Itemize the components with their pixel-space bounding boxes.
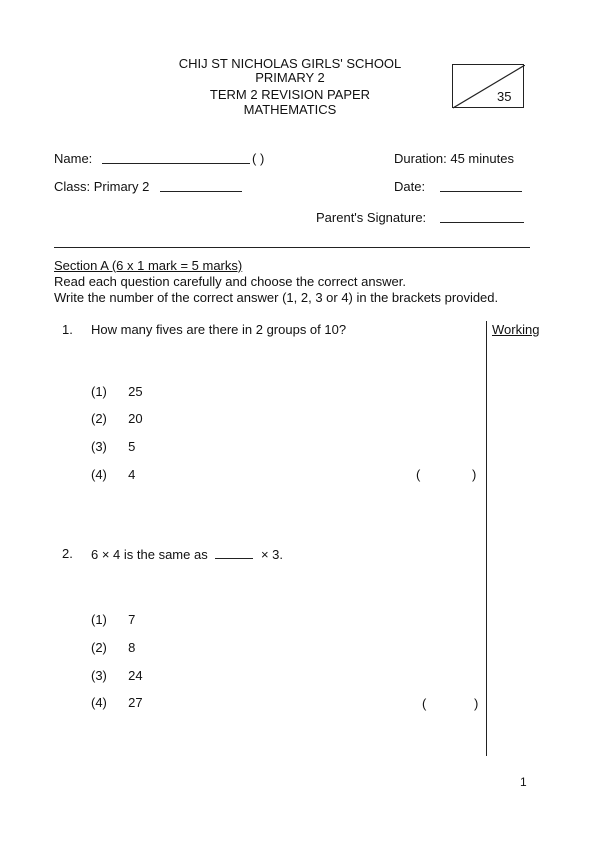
- q2-option-3[interactable]: [91, 668, 143, 683]
- q1-option-2[interactable]: [91, 411, 143, 426]
- class-label: Class: Primary 2: [54, 179, 150, 194]
- option-number: (4): [91, 695, 107, 710]
- register-number-bracket: ( ): [252, 151, 265, 166]
- instruction-2: Write the number of the correct answer (1, 2, 3 or 4) in the brackets provided.: [54, 290, 499, 305]
- option-value: 20: [128, 411, 143, 426]
- q1-answer-field[interactable]: [430, 464, 468, 482]
- school-name: CHIJ ST NICHOLAS GIRLS' SCHOOL: [178, 56, 402, 71]
- option-value: 8: [128, 640, 136, 655]
- option-value: 25: [128, 384, 143, 399]
- question-2-number: 2.: [62, 546, 73, 561]
- question-1-text: How many fives are there in 2 groups of 10?: [91, 322, 347, 337]
- name-field[interactable]: [102, 151, 250, 167]
- score-box-diagonal: [453, 65, 525, 109]
- q2-option-4[interactable]: [91, 695, 143, 710]
- q2-option-2[interactable]: [91, 640, 135, 655]
- class-field[interactable]: [160, 179, 242, 195]
- option-number: (1): [91, 612, 107, 627]
- q2-option-1[interactable]: [91, 612, 135, 627]
- level: PRIMARY 2: [255, 70, 325, 85]
- q2-answer-field[interactable]: [434, 693, 470, 711]
- question-2-blank: [215, 546, 253, 559]
- instruction-1: Read each question carefully and choose the correct answer.: [54, 274, 406, 289]
- question-2-text: [91, 546, 283, 562]
- header-divider: [54, 247, 530, 248]
- date-label: Date:: [394, 179, 426, 194]
- q1-answer-bracket-close: ): [472, 467, 477, 482]
- name-label: Name:: [54, 151, 93, 166]
- q2-answer-bracket-open: (: [422, 696, 427, 711]
- option-value: 27: [128, 695, 143, 710]
- score-box: [452, 64, 524, 108]
- option-number: (4): [91, 467, 107, 482]
- page-number: 1: [520, 775, 527, 789]
- question-2-text-before: 6 × 4 is the same as: [91, 547, 208, 562]
- duration: Duration: 45 minutes: [394, 151, 514, 166]
- paper-title: TERM 2 REVISION PAPER: [209, 87, 371, 102]
- q1-option-1[interactable]: [91, 384, 143, 399]
- signature-field[interactable]: [440, 210, 524, 226]
- option-value: 4: [128, 467, 136, 482]
- option-number: (3): [91, 439, 107, 454]
- date-field[interactable]: [440, 179, 522, 195]
- option-value: 7: [128, 612, 136, 627]
- working-label: Working: [492, 322, 540, 337]
- question-1-number: 1.: [62, 322, 73, 337]
- option-number: (1): [91, 384, 107, 399]
- total-marks: 35: [497, 89, 512, 104]
- q1-option-4[interactable]: [91, 467, 135, 482]
- q1-option-3[interactable]: [91, 439, 135, 454]
- working-column-divider: [486, 321, 487, 756]
- option-value: 24: [128, 668, 143, 683]
- q2-answer-bracket-close: ): [474, 696, 479, 711]
- option-value: 5: [128, 439, 136, 454]
- option-number: (3): [91, 668, 107, 683]
- option-number: (2): [91, 411, 107, 426]
- question-2-text-after: × 3.: [260, 547, 283, 562]
- signature-label: Parent's Signature:: [316, 210, 427, 225]
- subject: MATHEMATICS: [243, 102, 337, 117]
- option-number: (2): [91, 640, 107, 655]
- section-title: Section A (6 x 1 mark = 5 marks): [54, 258, 243, 273]
- q1-answer-bracket-open: (: [416, 467, 421, 482]
